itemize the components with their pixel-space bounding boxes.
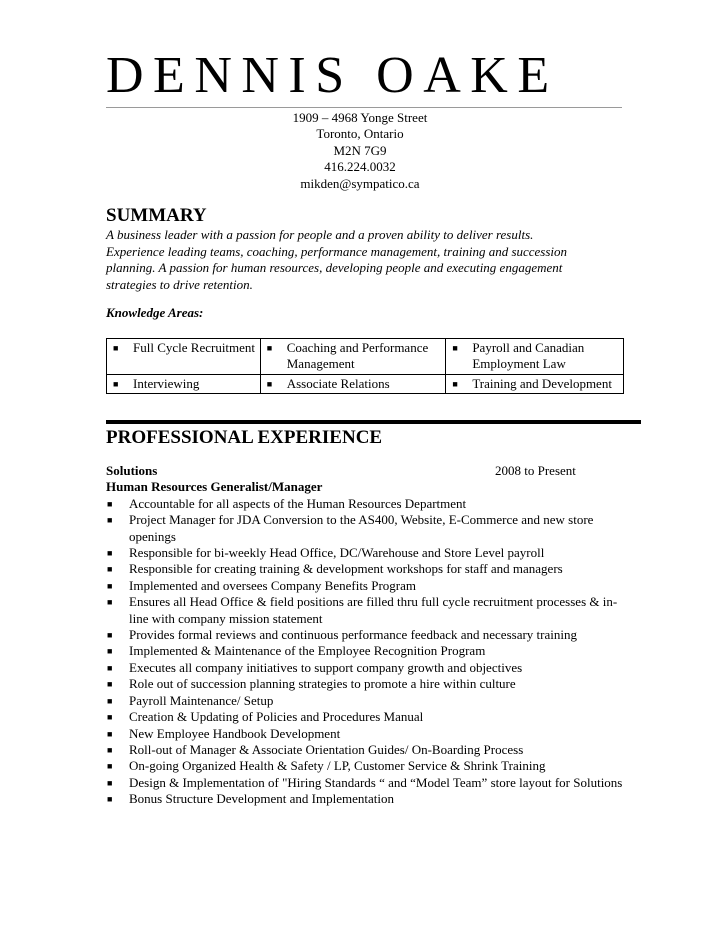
experience-heading: PROFESSIONAL EXPERIENCE (106, 427, 383, 448)
list-item (106, 545, 626, 561)
duty-text: On-going Organized Health & Safety / LP, Customer Service & Shrink Training (129, 758, 546, 774)
list-item (106, 775, 626, 791)
knowledge-areas-heading: Knowledge Areas: (106, 305, 204, 320)
duty-text: Design & Implementation of "Hiring Standards “ and “Model Team” store layout for Solutions (129, 774, 623, 790)
bullet-icon: ■ (107, 695, 113, 706)
table-cell (107, 374, 261, 393)
employment-dates: 2008 to Present (495, 463, 576, 478)
bullet-icon: ■ (107, 630, 113, 641)
duty-text: Implemented & Maintenance of the Employee Recognition Program (129, 643, 486, 659)
summary-line: Experience leading teams, coaching, performance management, training and succession (106, 243, 568, 259)
bullet-icon: ■ (107, 498, 113, 509)
knowledge-area: Coaching and Performance Management (286, 340, 429, 372)
bullet-icon: ■ (452, 343, 458, 353)
summary-line: planning. A passion for human resources, developing people and executing engagement (106, 260, 563, 275)
list-item (106, 561, 626, 577)
duty-text: Implemented and oversees Company Benefits Program (129, 577, 417, 593)
bullet-icon: ■ (107, 662, 113, 673)
duty-text: Responsible for bi-weekly Head Office, DC/Warehouse and Store Level payroll (129, 545, 545, 561)
table-cell (260, 374, 446, 393)
bullet-icon: ■ (107, 712, 113, 723)
knowledge-areas-table (106, 338, 624, 394)
knowledge-area: Associate Relations (286, 375, 390, 391)
job-title: Human Resources Generalist/Manager (106, 479, 323, 495)
table-cell (446, 374, 624, 393)
phone-number: 416.224.0032 (324, 159, 396, 175)
email-address: mikden@sympatico.ca (300, 175, 420, 191)
bullet-icon: ■ (107, 548, 113, 559)
duty-text: Role out of succession planning strategies to promote a hire within culture (129, 676, 516, 692)
bullet-icon: ■ (452, 378, 458, 389)
company-label: Solutions (106, 463, 158, 478)
bullet-icon: ■ (107, 515, 113, 526)
section-divider (106, 420, 641, 424)
bullet-icon: ■ (107, 646, 113, 657)
duty-text: Accountable for all aspects of the Human Resources Department (129, 495, 467, 511)
list-item (106, 643, 626, 659)
list-item (106, 594, 626, 627)
duty-text: Creation & Updating of Policies and Procedures Manual (129, 709, 424, 725)
list-item (106, 709, 626, 725)
summary-text (106, 227, 626, 293)
list-item (106, 726, 626, 742)
bullet-icon: ■ (113, 378, 119, 389)
bullet-icon: ■ (107, 744, 113, 755)
job-entry (106, 463, 626, 808)
duty-text: New Employee Handbook Development (129, 725, 341, 741)
bullet-icon: ■ (107, 580, 113, 591)
knowledge-area: Full Cycle Recruitment (133, 340, 256, 355)
list-item (106, 496, 626, 512)
bullet-icon: ■ (107, 728, 113, 739)
bullet-icon: ■ (113, 343, 119, 353)
duty-text: Responsible for creating training & development workshops for staff and managers (129, 561, 563, 577)
table-cell (446, 339, 624, 375)
list-item (106, 660, 626, 676)
name-divider (106, 107, 622, 108)
bullet-icon: ■ (107, 761, 113, 772)
duty-text: Payroll Maintenance/ Setup (129, 692, 274, 708)
summary-line: strategies to drive retention. (106, 276, 253, 292)
list-item (106, 791, 626, 807)
list-item (106, 578, 626, 594)
list-item (106, 676, 626, 692)
address-line1: 1909 – 4968 Yonge Street (292, 110, 428, 125)
knowledge-area: Training and Development (472, 375, 612, 391)
candidate-name: DENNIS OAKE (106, 47, 559, 104)
company-name (106, 463, 626, 479)
duty-text: Roll-out of Manager & Associate Orientation Guides/ On-Boarding Process (129, 741, 524, 757)
knowledge-area: Payroll and Canadian Employment Law (472, 340, 585, 372)
duty-text: Bonus Structure Development and Implementation (129, 791, 394, 807)
list-item (106, 512, 626, 545)
summary-line: A business leader with a passion for people and a proven ability to deliver results. (106, 227, 534, 242)
postal-code: M2N 7G9 (333, 142, 387, 158)
bullet-icon: ■ (107, 794, 113, 805)
table-cell (107, 339, 261, 375)
duty-text: Project Manager for JDA Conversion to the AS400, Website, E-Commerce and new store openings (129, 512, 594, 544)
bullet-icon: ■ (107, 777, 113, 788)
duty-text: Ensures all Head Office & field positions are filled thru full cycle recruitment processes & in-line with company mission statement (129, 594, 618, 626)
bullet-icon: ■ (107, 679, 113, 690)
list-item (106, 742, 626, 758)
list-item (106, 693, 626, 709)
table-row (107, 339, 624, 375)
bullet-icon: ■ (107, 597, 113, 608)
bullet-icon: ■ (266, 378, 273, 389)
bullet-icon: ■ (266, 343, 273, 353)
address-line2: Toronto, Ontario (316, 126, 404, 142)
list-item (106, 627, 626, 643)
list-item (106, 758, 626, 774)
duty-text: Provides formal reviews and continuous performance feedback and necessary training (129, 627, 577, 643)
knowledge-area: Interviewing (133, 375, 200, 391)
duty-text: Executes all company initiatives to support company growth and objectives (129, 659, 523, 675)
table-cell (260, 339, 446, 375)
table-row (107, 374, 624, 393)
bullet-icon: ■ (107, 564, 113, 575)
summary-heading: SUMMARY (106, 205, 207, 226)
duties-list (106, 496, 626, 808)
contact-block (210, 110, 510, 192)
